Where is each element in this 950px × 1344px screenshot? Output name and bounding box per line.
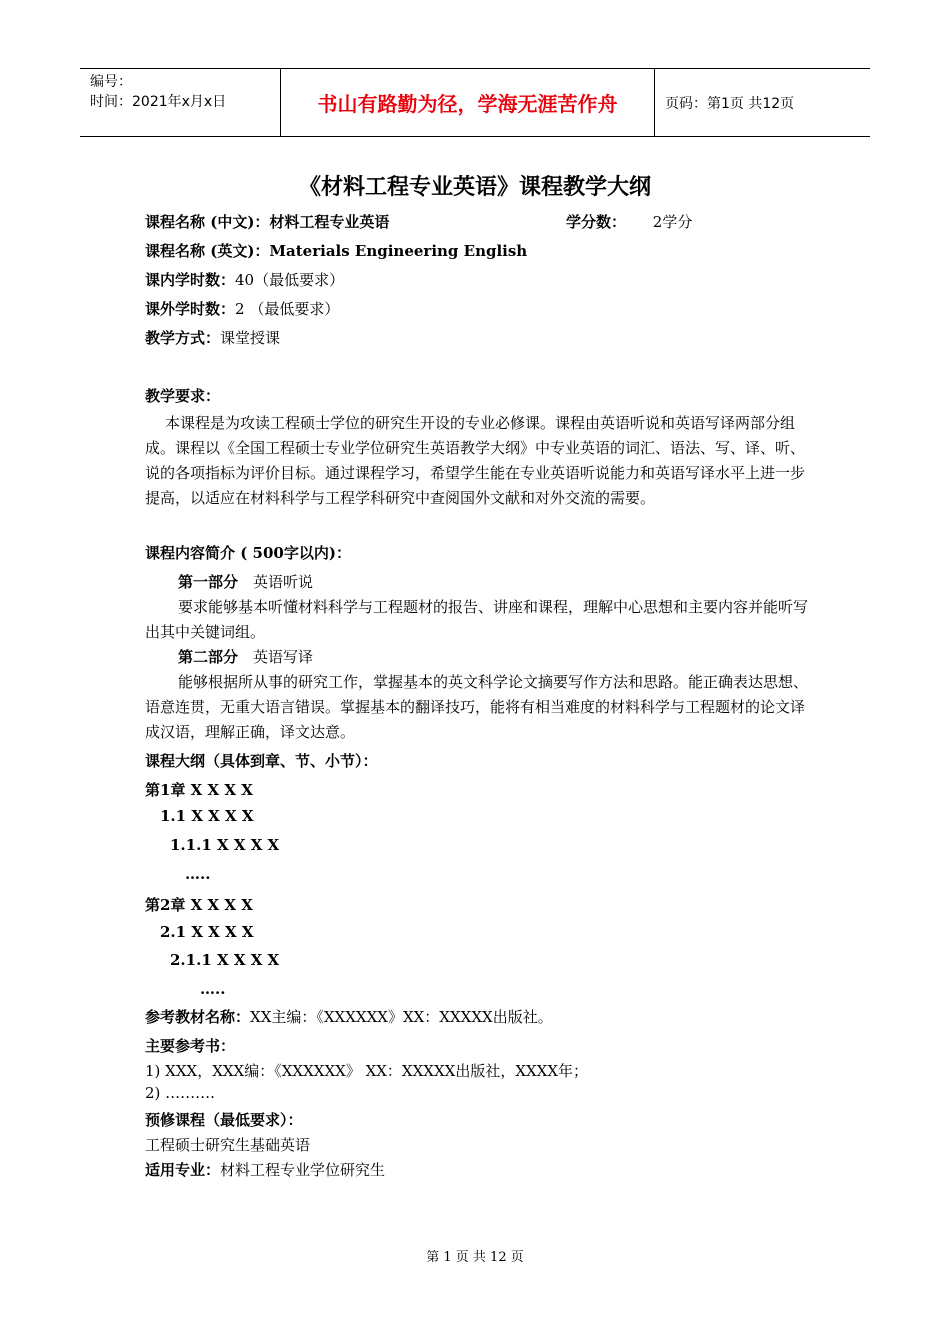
subsection-1-1-1: 1.1.1 X X X X [170,836,280,854]
applicable-major [145,1159,385,1180]
header-page-info: 页码：第1页 共12页 [665,95,795,112]
doc-date-label: 时间：2021年x月x日 [90,94,227,110]
part1-heading [178,571,313,592]
credit-value: 2学分 [652,213,693,231]
reference-item-2: 2) ………. [145,1084,215,1102]
part1-title: 英语听说 [253,573,314,591]
teaching-method-value: 课堂授课 [220,329,281,347]
part1-text: 要求能够基本听懂材料科学与工程题材的报告、讲座和课程，理解中心思想和主要内容并能听写出其中关键词组。 [145,598,809,641]
requirements-text: 本课程是为攻读工程硕士学位的研究生开设的专业必修课。课程由英语听说和英语写译两部分组成。课程以《全国工程硕士专业学位研究生英语教学大纲》中专业英语的词汇、语法、写、译、听、说的各项指标为评价目标。通过课程学习，希望学生能在专业英语听说能力和英语写译水平上进一步提高，以适应在材料科学与工程学科研究中查阅国外文献和对外交流的需要。 [145,414,806,507]
major-label: 适用专业： [145,1161,221,1179]
in-class-hours [145,269,344,290]
out-class-hours-value: 2 （最低要求） [235,300,340,318]
course-name-cn: 课程名称 (中文)：材料工程专业英语 [145,213,390,231]
section-2-1: 2.1 X X X X [160,923,254,941]
prereq-value: 工程硕士研究生基础英语 [145,1136,311,1154]
teaching-method-label: 教学方式： [145,329,221,347]
outline-ellipsis-2: ….. [200,980,226,998]
outline-heading: 课程大纲（具体到章、节、小节）： [145,752,378,770]
part2-heading [178,646,313,667]
course-name-en: 课程名称 (英文)：Materials Engineering English [145,242,528,260]
document-title: 《材料工程专业英语》课程教学大纲 [298,175,651,200]
textbook [145,1006,553,1027]
in-class-hours-label: 课内学时数： [145,271,236,289]
header-left-cell [80,69,281,136]
prereq-heading: 预修课程（最低要求）： [145,1111,303,1129]
credit-info [566,211,692,232]
outline-ellipsis-1: ….. [185,865,211,883]
out-class-hours-label: 课外学时数： [145,300,236,318]
requirements-heading: 教学要求： [145,387,221,405]
in-class-hours-value: 40（最低要求） [235,271,345,289]
part2-label: 第二部分 [178,648,239,666]
subsection-2-1-1: 2.1.1 X X X X [170,951,280,969]
major-value: 材料工程专业学位研究生 [220,1161,386,1179]
part2-text: 能够根据所从事的研究工作，掌握基本的英文科学论文摘要写作方法和思路。能正确表达思想、语意连贯，无重大语言错误。掌握基本的翻译技巧，能将有相当难度的材料科学与工程题材的论文译成汉语，理解正确，译文达意。 [145,673,809,741]
textbook-value: XX主编：《XXXXXX》XX：XXXXX出版社。 [250,1008,553,1026]
chapter-2: 第2章 X X X X [145,896,253,914]
page-footer: 第 1 页 共 12 页 [426,1250,524,1265]
header-table [80,68,870,137]
out-class-hours [145,298,339,319]
doc-number-label: 编号： [90,74,132,90]
credit-label: 学分数： [566,213,627,231]
teaching-method [145,327,280,348]
content-heading: 课程内容简介 ( 500字以内)： [145,544,351,562]
references-heading: 主要参考书： [145,1037,236,1055]
header-motto: 书山有路勤为径，学海无涯苦作舟 [281,69,655,136]
part2-title: 英语写译 [253,648,314,666]
textbook-label: 参考教材名称： [145,1008,251,1026]
reference-item-1: 1) XXX，XXX编：《XXXXXX》 XX：XXXXX出版社，XXXX年； [145,1062,589,1080]
part1-label: 第一部分 [178,573,239,591]
chapter-1: 第1章 X X X X [145,781,253,799]
section-1-1: 1.1 X X X X [160,807,254,825]
